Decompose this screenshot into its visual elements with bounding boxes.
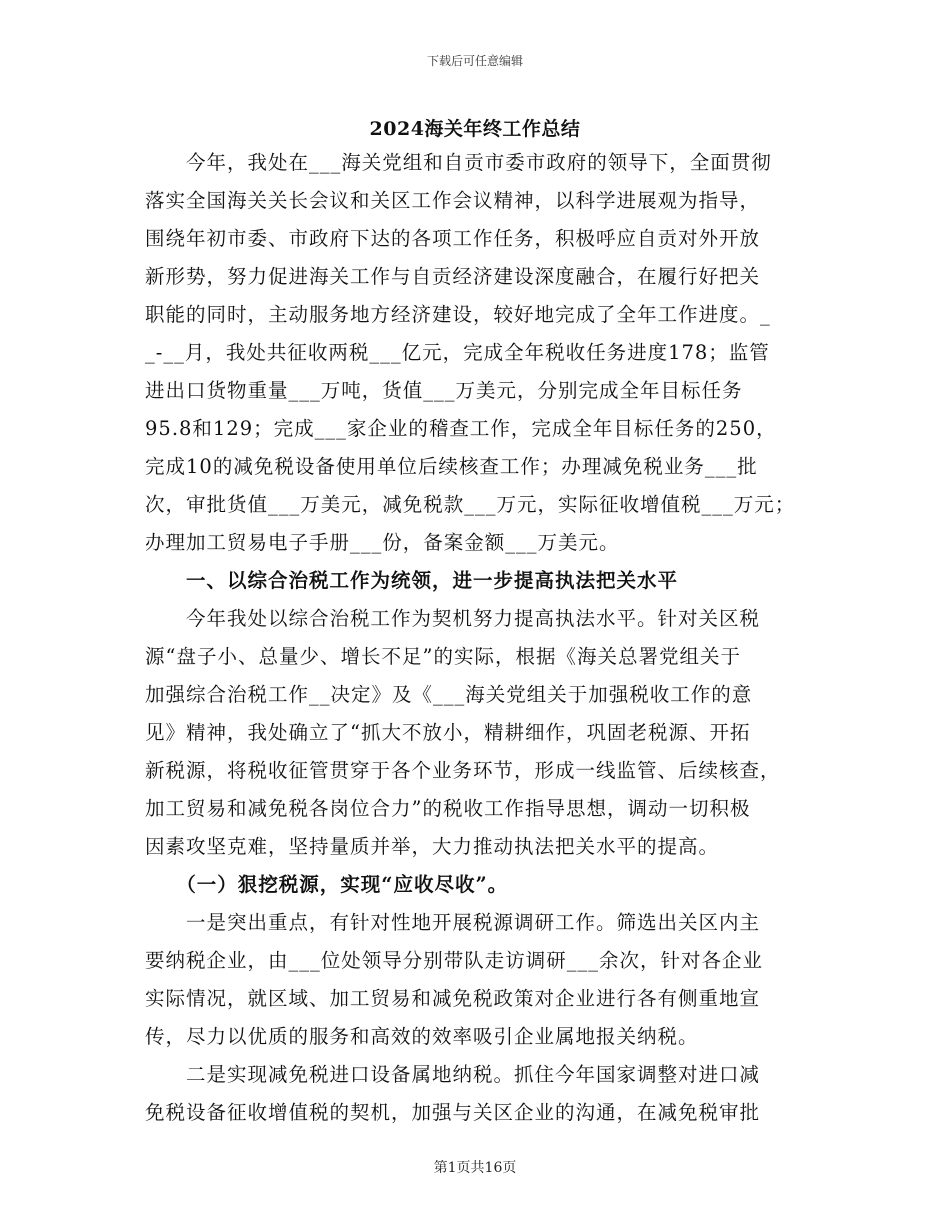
body-line: 一是突出重点，有针对性地开展税源调研工作。筛选出关区内主 [145, 911, 761, 934]
body-line: 次，审批货值___万美元，减免税款___万元，实际征收增值税___万元； [145, 493, 796, 516]
body-line: 新税源，将税收征管贯穿于各个业务环节，形成一线监管、后续核查， [145, 759, 781, 782]
body-line: 加工贸易和减免税各岗位合力”的税收工作指导思想，调动一切积极 [145, 797, 751, 820]
body-line: 传，尽力以优质的服务和高效的效率吸引企业属地报关纳税。 [145, 1025, 699, 1048]
page-number-footer: 第1页共16页 [433, 1160, 517, 1176]
body-line: 免税设备征收增值税的契机，加强与关区企业的沟通，在减免税审批 [145, 1101, 761, 1124]
body-line: 今年我处以综合治税工作为契机努力提高执法水平。针对关区税 [145, 607, 761, 630]
body-line: 加强综合治税工作__决定》及《___海关党组关于加强税收工作的意 [145, 683, 753, 706]
body-line: 办理加工贸易电子手册___份，备案金额___万美元。 [145, 531, 620, 554]
body-line: 职能的同时，主动服务地方经济建设，较好地完成了全年工作进度。_ [145, 303, 771, 326]
body-line: 实际情况，就区域、加工贸易和减免税政策对企业进行各有侧重地宣 [145, 987, 761, 1010]
body-line: 进出口货物重量___万吨，货值___万美元，分别完成全年目标任务 [145, 379, 743, 402]
body-line: 源“盘子小、总量少、增长不足”的实际，根据《海关总署党组关于 [145, 645, 741, 668]
body-line: 今年，我处在___海关党组和自贡市委市政府的领导下，全面贯彻 [145, 151, 772, 174]
page-header-note: 下载后可任意编辑 [426, 54, 523, 68]
body-line: 要纳税企业，由___位处领导分别带队走访调研___余次，针对各企业 [145, 949, 764, 972]
body-line: 完成10的减免税设备使用单位后续核查工作；办理减免税业务___批 [145, 455, 758, 478]
body-line: _-__月，我处共征收两税___亿元，完成全年税收任务进度178；监管 [145, 341, 770, 364]
body-line: 95.8和129；完成___家企业的稽查工作，完成全年目标任务的250， [145, 417, 777, 440]
document-title: 2024海关年终工作总结 [369, 118, 581, 140]
body-line: 见》精神，我处确立了“抓大不放小，精耕细作，巩固老税源、开拓 [145, 721, 751, 744]
section-heading: 一、以综合治税工作为统领，进一步提高执法把关水平 [145, 569, 679, 592]
body-line: 二是实现减免税进口设备属地纳税。抓住今年国家调整对进口减 [145, 1063, 761, 1086]
body-line: 新形势，努力促进海关工作与自贡经济建设深度融合，在履行好把关 [145, 265, 761, 288]
body-line: 落实全国海关关长会议和关区工作会议精神，以科学进展观为指导， [145, 189, 761, 212]
body-line: 围绕年初市委、市政府下达的各项工作任务，积极呼应自贡对外开放 [145, 227, 761, 250]
body-line: 因素攻坚克难，坚持量质并举，大力推动执法把关水平的提高。 [145, 835, 720, 858]
subsection-heading: （一）狠挖税源，实现“应收尽收”。 [145, 873, 509, 896]
